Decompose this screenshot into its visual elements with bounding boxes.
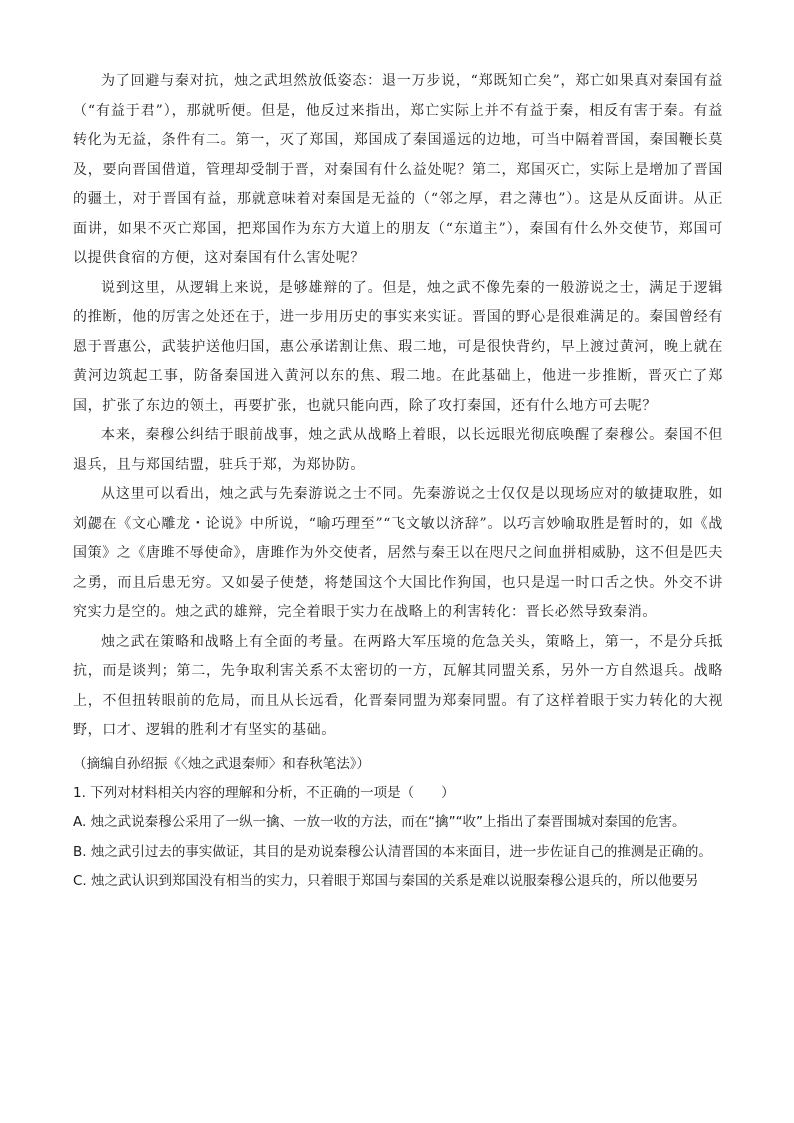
- question-stem: 1. 下列对材料相关内容的理解和分析，不正确的一项是（ ）: [73, 784, 455, 801]
- page-content: [73, 67, 723, 897]
- option-b: B. 烛之武引过去的事实做证，其目的是劝说秦穆公认清晋国的本来面目，进一步佐证自己的推测是正确的。: [73, 843, 712, 860]
- passage-source: （摘编自孙绍振《〈烛之武退秦师〉和春秋笔法》）: [73, 755, 370, 772]
- option-a: A. 烛之武说秦穆公采用了一纵一擒、一放一收的方法，而在“擒”“收”上指出了秦晋围城对秦国的危害。: [73, 814, 686, 830]
- reading-passage: [73, 67, 723, 746]
- passage-paragraph-2: 说到这里，从逻辑上来说，是够雄辩的了。但是，烛之武不像先秦的一般游说之士，满足于逻辑的推断，他的厉害之处还在于，进一步用历史的事实来实证。晋国的野心是很难满足的。秦国曾经有恩于晋惠公，武装护送他归国，惠公承诺割让焦、瑕二地，可是很快背约，早上渡过黄河，晚上就在黄河边筑起工事，防备秦国进入黄河以东的焦、瑕二地。在此基础上，他进一步推断，晋灭亡了郑国，扩张了东边的领土，再要扩张，也就只能向西，除了攻打秦国，还有什么地方可去呢？: [73, 279, 723, 414]
- passage-paragraph-3: 本来，秦穆公纠结于眼前战事，烛之武从战略上着眼，以长远眼光彻底唤醒了秦穆公。秦国不但退兵，且与郑国结盟，驻兵于郑，为郑协防。: [73, 427, 723, 473]
- option-c: C. 烛之武认识到郑国没有相当的实力，只着眼于郑国与秦国的关系是难以说服秦穆公退兵的，所以他要另: [73, 873, 699, 889]
- question-1: [73, 779, 723, 897]
- passage-paragraph-5: 烛之武在策略和战略上有全面的考量。在两路大军压境的危急关头，策略上，第一，不是分兵抵抗，而是谈判；第二，先争取利害关系不太密切的一方，瓦解其同盟关系，另外一方自然退兵。战略上，不但扭转眼前的危局，而且从长远看，化晋秦同盟为郑秦同盟。有了这样着眼于实力转化的大视野，口才、逻辑的胜利才有坚实的基础。: [73, 633, 723, 738]
- passage-paragraph-4: 从这里可以看出，烛之武与先秦游说之士不同。先秦游说之士仅仅是以现场应对的敏捷取胜，如刘勰在《文心雕龙・论说》中所说，“喻巧理至”“飞文敏以济辞”。以巧言妙喻取胜是暂时的，如《战国策》之《唐雎不辱使命》，唐雎作为外交使者，居然与秦王以在咫尺之间血拼相威胁，这不但是匹夫之勇，而且后患无穷。又如晏子使楚，将楚国这个大国比作狗国，也只是逞一时口舌之快。外交不讲究实力是空的。烛之武的雄辩，完全着眼于实力在战略上的利害转化：晋长必然导致秦消。: [73, 486, 723, 620]
- passage-paragraph-1: 为了回避与秦对抗，烛之武坦然放低姿态：退一万步说，“郑既知亡矣”，郑亡如果真对秦国有益（“有益于君”），那就听便。但是，他反过来指出，郑亡实际上并不有益于秦，相反有害于秦。有益转化为无益，条件有二。第一，灭了郑国，郑国成了秦国遥远的边地，可当中隔着晋国，秦国鞭长莫及，要向晋国借道，管理却受制于晋，对秦国有什么益处呢？第二，郑国灭亡，实际上是增加了晋国的疆土，对于晋国有益，那就意味着对秦国是无益的（“邻之厚，君之薄也”）。这是从反面讲。从正面讲，如果不灭亡郑国，把郑国作为东方大道上的朋友（“东道主”），秦国有什么外交使节，郑国可以提供食宿的方便，这对秦国有什么害处呢？: [73, 73, 723, 266]
